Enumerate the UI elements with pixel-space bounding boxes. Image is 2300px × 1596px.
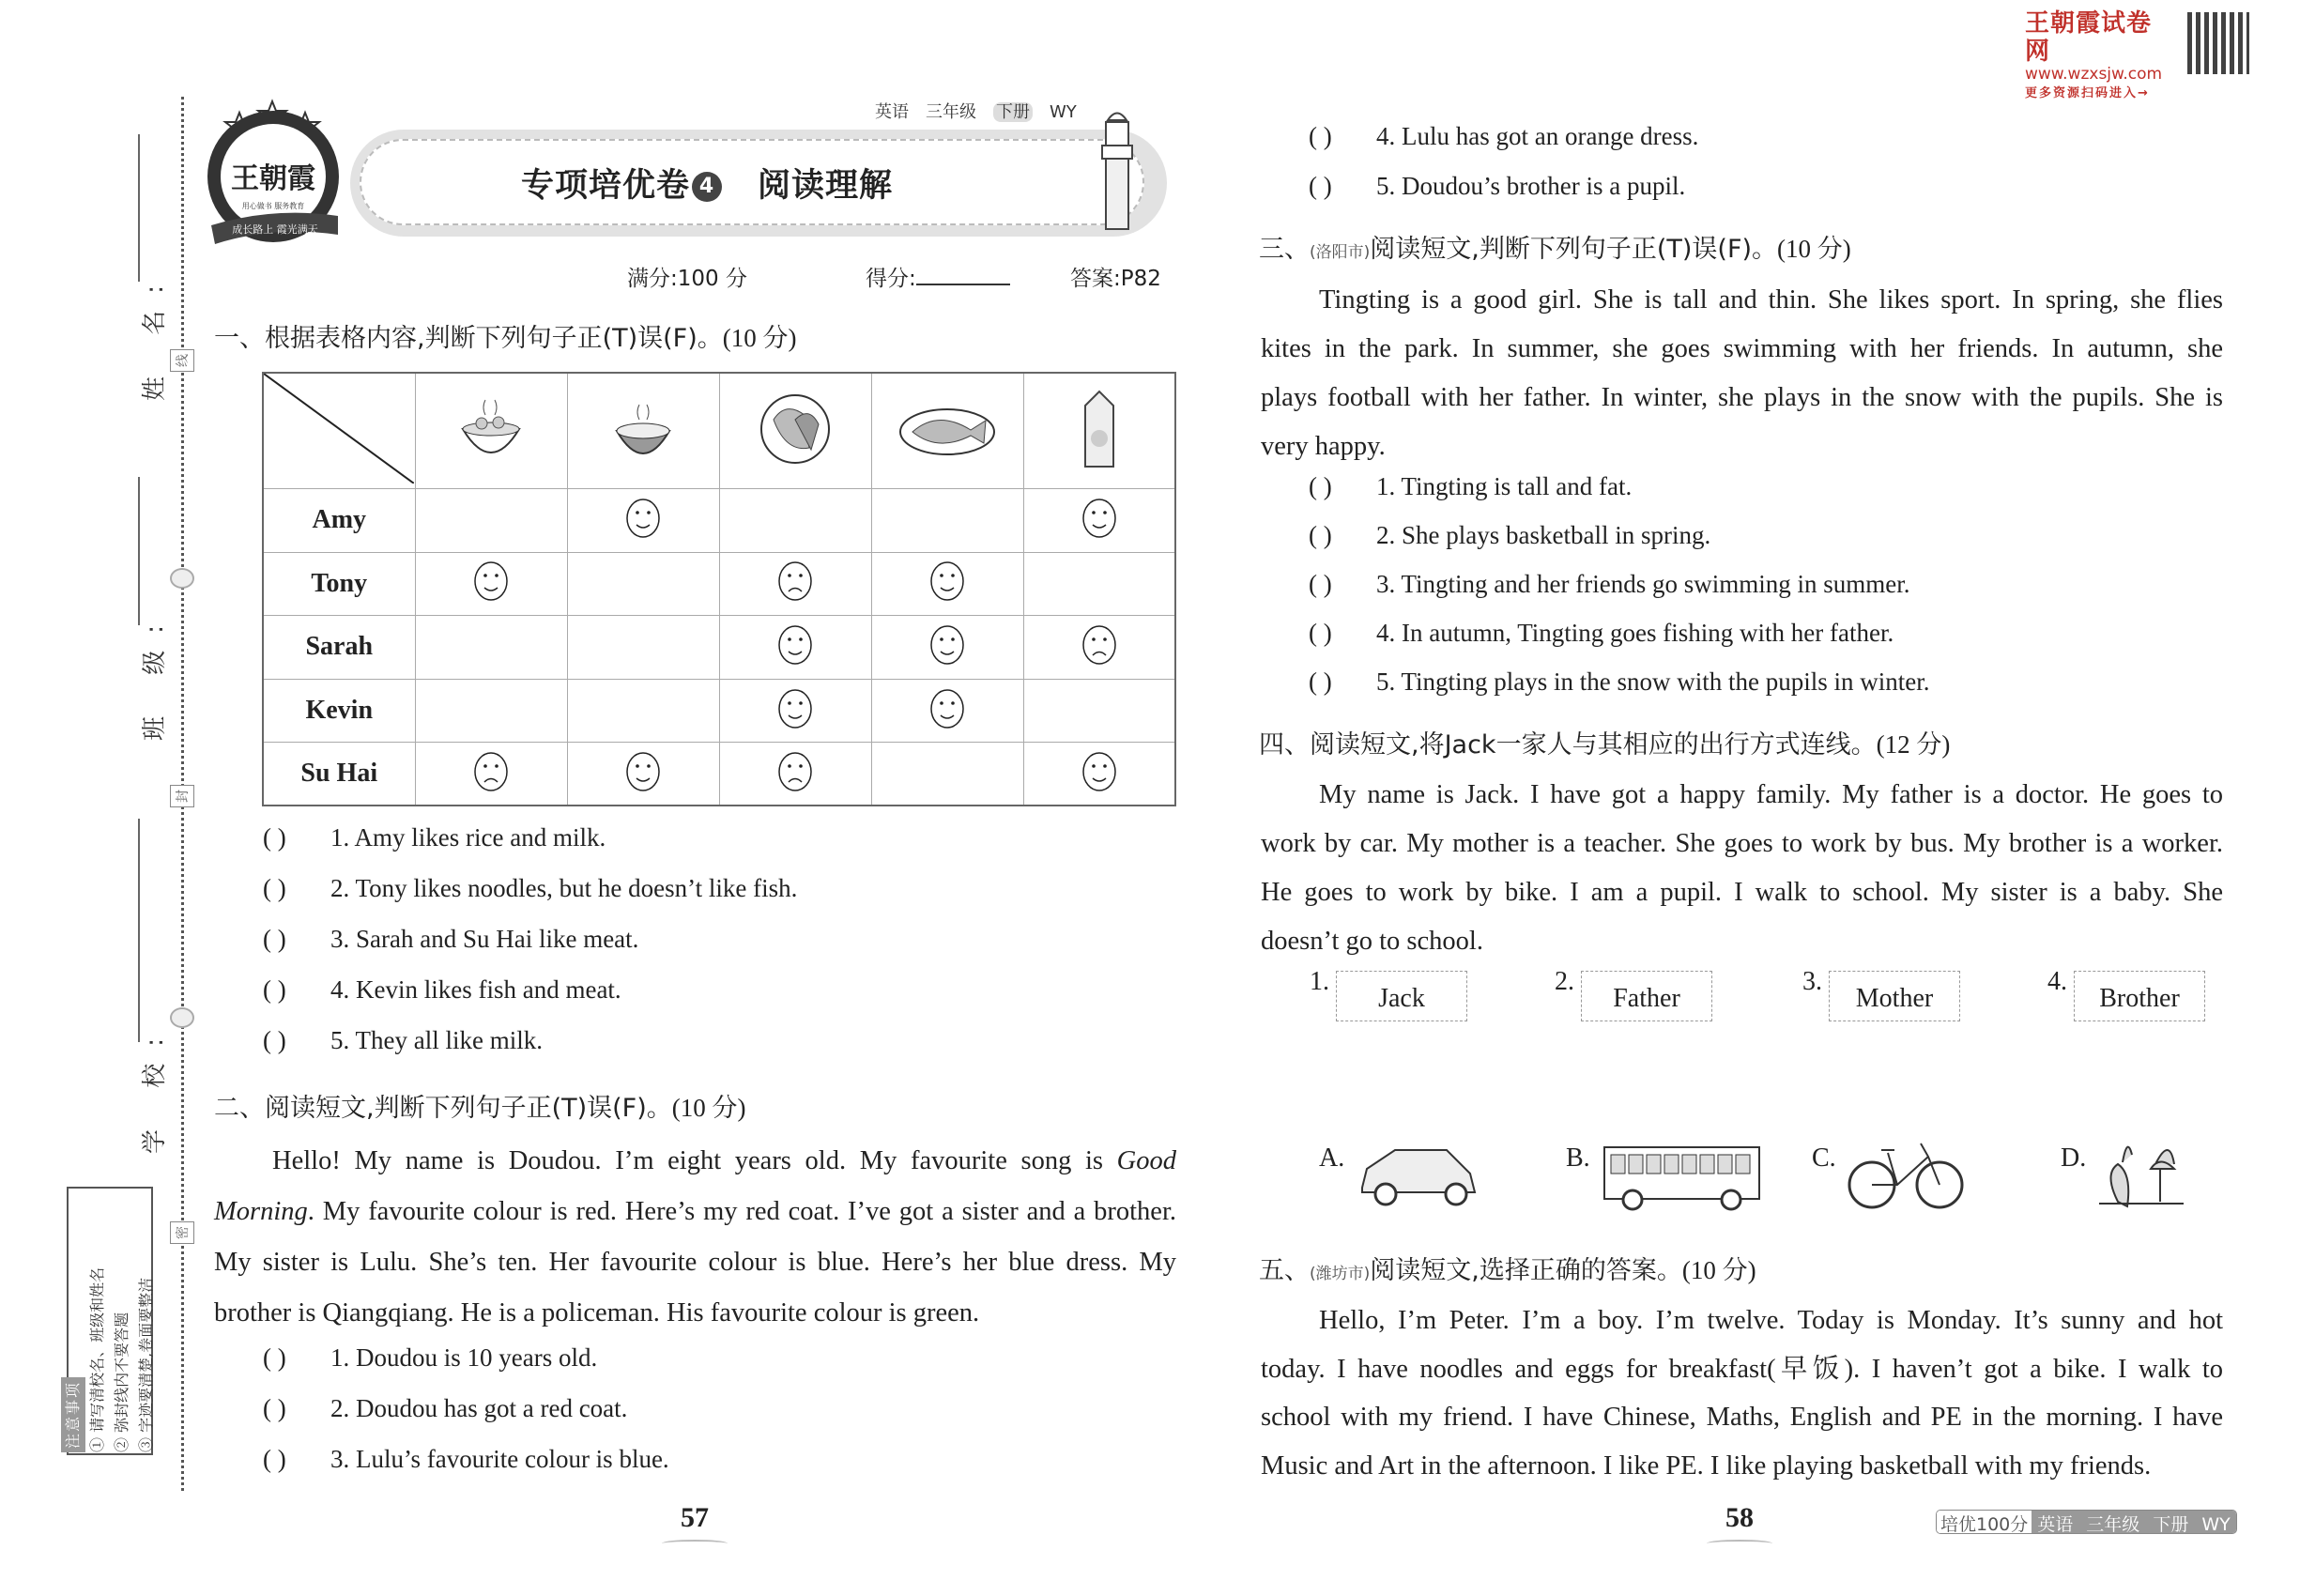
question-item: [1309, 619, 1894, 648]
question-item: [1309, 172, 1685, 201]
points: (10 分): [1681, 1256, 1756, 1284]
table-cell: [719, 679, 871, 743]
title-main: 专项培优卷: [521, 167, 691, 205]
question-text: 5. Tingting plays in the snow with the pupils in winter.: [1376, 668, 1930, 696]
answer-blank[interactable]: ( ): [263, 1445, 286, 1473]
passage-peter: [1261, 1297, 2223, 1490]
question-text: 2. She plays basketball in spring.: [1376, 521, 1711, 549]
page-number: 58: [1725, 1502, 1754, 1533]
tag-subject: 英语: [875, 102, 909, 122]
footer-info: 英语 三年级 下册 WY: [2032, 1511, 2236, 1533]
heading-text: 一、根据表格内容,判断下列句子正(T)误(F)。: [214, 324, 723, 353]
smiley-happy-icon: [776, 718, 814, 734]
person-name: Su Hai: [263, 743, 415, 806]
smiley-sad-icon: [776, 781, 814, 797]
question-text: 2. Doudou has got a red coat.: [330, 1394, 628, 1422]
smiley-sad-icon: [776, 591, 814, 606]
question-item: [263, 925, 638, 954]
tag-edition: WY: [1050, 102, 1077, 122]
score-blank[interactable]: [916, 267, 1010, 285]
answer-blank[interactable]: ( ): [1309, 619, 1332, 647]
answer-blank[interactable]: ( ): [263, 925, 286, 953]
title-topic: 阅读理解: [758, 167, 894, 205]
question-item: [263, 1445, 669, 1474]
question-text: 1. Doudou is 10 years old.: [330, 1343, 598, 1372]
smiley-sad-icon: [472, 781, 510, 797]
food-header-cell: [415, 373, 567, 489]
question-text: 1. Tingting is tall and fat.: [1376, 472, 1633, 500]
footer-series: 培优100分: [1937, 1511, 2032, 1533]
table-cell: [415, 616, 567, 680]
question-item: [1309, 472, 1632, 501]
full-score: 满分:100 分: [627, 267, 747, 291]
answer-blank[interactable]: ( ): [1309, 570, 1332, 598]
person-name: Kevin: [263, 679, 415, 743]
title-number-badge: 4: [692, 172, 722, 202]
heading-text: 四、阅读短文,将Jack一家人与其相应的出行方式连线。: [1259, 730, 1877, 760]
heading-text: 阅读短文,判断下列句子正(T)误(F)。: [1370, 235, 1778, 264]
notice-title: 注意事项: [61, 1377, 85, 1452]
table-cell: [871, 743, 1023, 806]
question-item: [1309, 122, 1698, 151]
table-cell: [1023, 552, 1175, 616]
answer-blank[interactable]: ( ): [263, 1394, 286, 1422]
passage-line: Tingting is a good girl. She is tall and thin. She likes sport. In spring, she flies: [1319, 285, 2223, 315]
city-tag: (潍坊市): [1310, 1265, 1371, 1283]
brand-logo: [2025, 9, 2175, 100]
walk-icon[interactable]: [2094, 1136, 2188, 1216]
bus-icon[interactable]: [1600, 1136, 1769, 1216]
subject-tags: [875, 99, 1094, 123]
tag-volume: 下册: [993, 102, 1033, 122]
smiley-happy-icon: [624, 528, 662, 544]
seal-mark: 线: [170, 349, 194, 372]
person-box-brother[interactable]: Brother: [2074, 971, 2205, 1021]
table-cell: [871, 489, 1023, 553]
smiley-happy-icon: [472, 591, 510, 606]
question-item: [1309, 521, 1710, 550]
table-cell: [871, 616, 1023, 680]
bike-icon[interactable]: [1846, 1136, 1968, 1216]
section-5-heading: [1259, 1250, 1756, 1286]
person-number: 1.: [1310, 967, 1329, 996]
table-cell: [719, 489, 871, 553]
table-cell: [567, 616, 719, 680]
table-cell: [871, 679, 1023, 743]
passage-line: work by car. My mother is a teacher. She goes to work by bus. My brother is a worker.: [1261, 829, 2223, 858]
table-cell: [567, 552, 719, 616]
seal-mark: 密: [170, 1221, 194, 1244]
answer-blank[interactable]: ( ): [1309, 472, 1332, 500]
person-number: 2.: [1555, 967, 1574, 996]
name-field-line[interactable]: [138, 134, 140, 282]
score-label: 得分:: [866, 267, 916, 291]
answer-blank[interactable]: ( ): [1309, 521, 1332, 549]
table-cell: [719, 552, 871, 616]
passage-line: He goes to work by bike. I am a pupil. I walk to school. My sister is a baby. She: [1261, 878, 2223, 907]
svg-text:成长路上 霞光满天: 成长路上 霞光满天: [232, 223, 318, 236]
notice-item: ① 请写清校名、班级和姓名: [88, 1266, 106, 1452]
option-label: C.: [1812, 1143, 1836, 1173]
prefix: 五、: [1259, 1256, 1310, 1285]
passage-line: My name is Jack. I have got a happy family. My father is a doctor. He goes to: [1319, 780, 2223, 809]
answer-blank[interactable]: ( ): [1309, 122, 1332, 150]
question-text: 3. Sarah and Su Hai like meat.: [330, 925, 639, 953]
food-header-cell: [567, 373, 719, 489]
question-text: 1. Amy likes rice and milk.: [330, 823, 606, 852]
passage-line: today. I have noodles and eggs for breakfast(早饭). I haven’t got a bike. I walk to: [1261, 1354, 2223, 1384]
tag-grade: 三年级: [926, 102, 976, 122]
points: (10 分): [671, 1094, 746, 1122]
table-row: [263, 552, 1175, 616]
table-row: [263, 489, 1175, 553]
section-2-heading: [214, 1087, 745, 1124]
city-tag: (洛阳市): [1310, 243, 1371, 262]
passage-line: very happy.: [1261, 432, 1386, 461]
smiley-happy-icon: [624, 781, 662, 797]
table-cell: [871, 552, 1023, 616]
answer-blank[interactable]: ( ): [1309, 172, 1332, 200]
milk-icon: [1076, 459, 1123, 475]
table-cell: [719, 616, 871, 680]
page-number: 57: [681, 1502, 709, 1533]
person-box-father[interactable]: Father: [1581, 971, 1712, 1021]
smiley-sad-icon: [1081, 654, 1118, 670]
passage-line: kites in the park. In summer, she goes swimming with her friends. In autumn, she: [1261, 334, 2223, 363]
publisher-logo: [202, 94, 347, 249]
table-cell: [415, 743, 567, 806]
table-cell: [719, 743, 871, 806]
food-preference-table: [262, 372, 1176, 806]
answer-blank[interactable]: ( ): [1309, 668, 1332, 696]
rice-icon: [606, 454, 681, 470]
person-name: Sarah: [263, 616, 415, 680]
table-row: [263, 616, 1175, 680]
table-header-row: [263, 373, 1175, 489]
question-item: [263, 874, 797, 903]
table-row: [263, 679, 1175, 743]
table-cell: [567, 489, 719, 553]
svg-text:用心做书 服务教育: 用心做书 服务教育: [241, 202, 305, 210]
points: (10 分): [1777, 235, 1851, 263]
notice-item: ③ 字迹要清楚,卷面要整洁: [137, 1277, 155, 1452]
school-label: 学 校:: [141, 1021, 170, 1155]
meat-icon: [753, 454, 837, 470]
passage-tingting: [1261, 276, 2223, 471]
table-cell: [567, 743, 719, 806]
class-label: 班 级:: [141, 607, 170, 742]
smiley-happy-icon: [776, 654, 814, 670]
smiley-happy-icon: [928, 591, 966, 606]
smiley-happy-icon: [928, 654, 966, 670]
seal-ornament-icon: [170, 1007, 194, 1028]
notice-item: ② 弥封线内不要答题: [113, 1312, 130, 1452]
page-ornament: [1707, 1540, 1772, 1547]
table-cell: [1023, 679, 1175, 743]
question-item: [1309, 570, 1910, 599]
question-text: 3. Lulu’s favourite colour is blue.: [330, 1445, 669, 1473]
question-text: 4. Kevin likes fish and meat.: [330, 975, 621, 1004]
passage-line: brother is Qiangqiang. He is a policeman. His favourite colour is green.: [214, 1298, 980, 1327]
page-ornament: [662, 1540, 728, 1547]
option-label: B.: [1566, 1143, 1590, 1173]
points: (10 分): [722, 324, 797, 352]
question-item: [1309, 668, 1930, 697]
brand-name: 王朝霞试卷网: [2025, 9, 2153, 66]
school-field-line[interactable]: [138, 819, 140, 1042]
person-name: Tony: [263, 552, 415, 616]
person-name: Amy: [263, 489, 415, 553]
passage-jack: [1261, 771, 2223, 966]
question-text: 4. In autumn, Tingting goes fishing with her father.: [1376, 619, 1894, 647]
person-number: 4.: [2047, 967, 2067, 996]
heading-text: 阅读短文,选择正确的答案。: [1370, 1256, 1682, 1285]
prefix: 三、: [1259, 235, 1310, 264]
notice-box: [64, 1187, 155, 1455]
fish-icon: [896, 450, 999, 466]
passage-line: doesn’t go to school.: [1261, 927, 1483, 956]
car-icon[interactable]: [1353, 1136, 1484, 1216]
score-field[interactable]: [866, 261, 1010, 292]
seal-ornament-icon: [170, 568, 194, 589]
passage-line: Hello, I’m Peter. I’m a boy. I’m twelve. Today is Monday. It’s sunny and hot: [1319, 1306, 2223, 1335]
passage-line: Hello! My name is Doudou. I’m eight years old. My favourite song is Good: [272, 1146, 1176, 1175]
table-cell: [415, 552, 567, 616]
person-number: 3.: [1802, 967, 1822, 996]
section-3-heading: [1259, 228, 1851, 265]
question-text: 5. Doudou’s brother is a pupil.: [1376, 172, 1686, 200]
table-cell: [1023, 489, 1175, 553]
question-item: [263, 823, 606, 852]
question-item: [263, 1394, 627, 1423]
answer-blank[interactable]: ( ): [263, 823, 286, 852]
table-cell: [415, 489, 567, 553]
answer-blank[interactable]: ( ): [263, 975, 286, 1004]
seal-mark: 封: [170, 785, 194, 807]
question-item: [263, 1026, 543, 1055]
question-text: 3. Tingting and her friends go swimming in summer.: [1376, 570, 1910, 598]
food-header-cell: [1023, 373, 1175, 489]
name-label: 姓 名:: [141, 268, 170, 402]
smiley-happy-icon: [1081, 781, 1118, 797]
passage-line: Music and Art in the afternoon. I like PE. I like playing basketball with my friends.: [1261, 1450, 2152, 1481]
heading-text: 二、阅读短文,判断下列句子正(T)误(F)。: [214, 1094, 672, 1123]
question-text: 5. They all like milk.: [330, 1026, 543, 1054]
table-cell: [567, 679, 719, 743]
question-item: [263, 975, 621, 1005]
section-1-heading: [214, 317, 796, 354]
passage-line: plays football with her father. In winter, she plays in the snow with the pupils. She is: [1261, 383, 2223, 412]
food-header-cell: [719, 373, 871, 489]
svg-text:王朝霞: 王朝霞: [231, 162, 315, 195]
answer-ref: 答案:P82: [1070, 267, 1161, 291]
table-corner-cell: [263, 373, 415, 489]
brand-slogan: 更多资源扫码进入→: [2025, 86, 2150, 100]
table-cell: [1023, 743, 1175, 806]
table-row: [263, 743, 1175, 806]
answer-blank[interactable]: ( ): [263, 874, 286, 902]
points: (12 分): [1876, 730, 1951, 759]
page-title: [521, 160, 893, 207]
option-label: D.: [2061, 1143, 2087, 1173]
person-box-mother[interactable]: Mother: [1829, 971, 1960, 1021]
footer-badge: [1936, 1510, 2237, 1534]
answer-blank[interactable]: ( ): [263, 1343, 286, 1372]
answer-blank[interactable]: ( ): [263, 1026, 286, 1054]
section-4-heading: [1259, 724, 1950, 760]
smiley-happy-icon: [1081, 528, 1118, 544]
passage-line: Morning. My favourite colour is red. Here’s my red coat. I’ve got a sister and a brother.: [214, 1197, 1176, 1226]
noodles-icon: [453, 454, 529, 470]
person-box-jack[interactable]: Jack: [1336, 971, 1467, 1021]
food-header-cell: [871, 373, 1023, 489]
table-cell: [415, 679, 567, 743]
passage-line: My sister is Lulu. She’s ten. Her favourite colour is blue. Here’s her blue dress. My: [214, 1248, 1176, 1277]
table-cell: [1023, 616, 1175, 680]
question-item: [263, 1343, 597, 1373]
question-text: 4. Lulu has got an orange dress.: [1376, 122, 1699, 150]
passage-line: school with my friend. I have Chinese, Maths, English and PE in the morning. I have: [1261, 1403, 2223, 1432]
brand-url: www.wzxsjw.com: [2025, 65, 2163, 84]
option-label: A.: [1319, 1143, 1345, 1173]
question-text: 2. Tony likes noodles, but he doesn’t like fish.: [330, 874, 798, 902]
passage-doudou: [214, 1136, 1176, 1339]
smiley-happy-icon: [928, 718, 966, 734]
class-field-line[interactable]: [138, 477, 140, 625]
qr-code-icon: [2187, 12, 2249, 74]
